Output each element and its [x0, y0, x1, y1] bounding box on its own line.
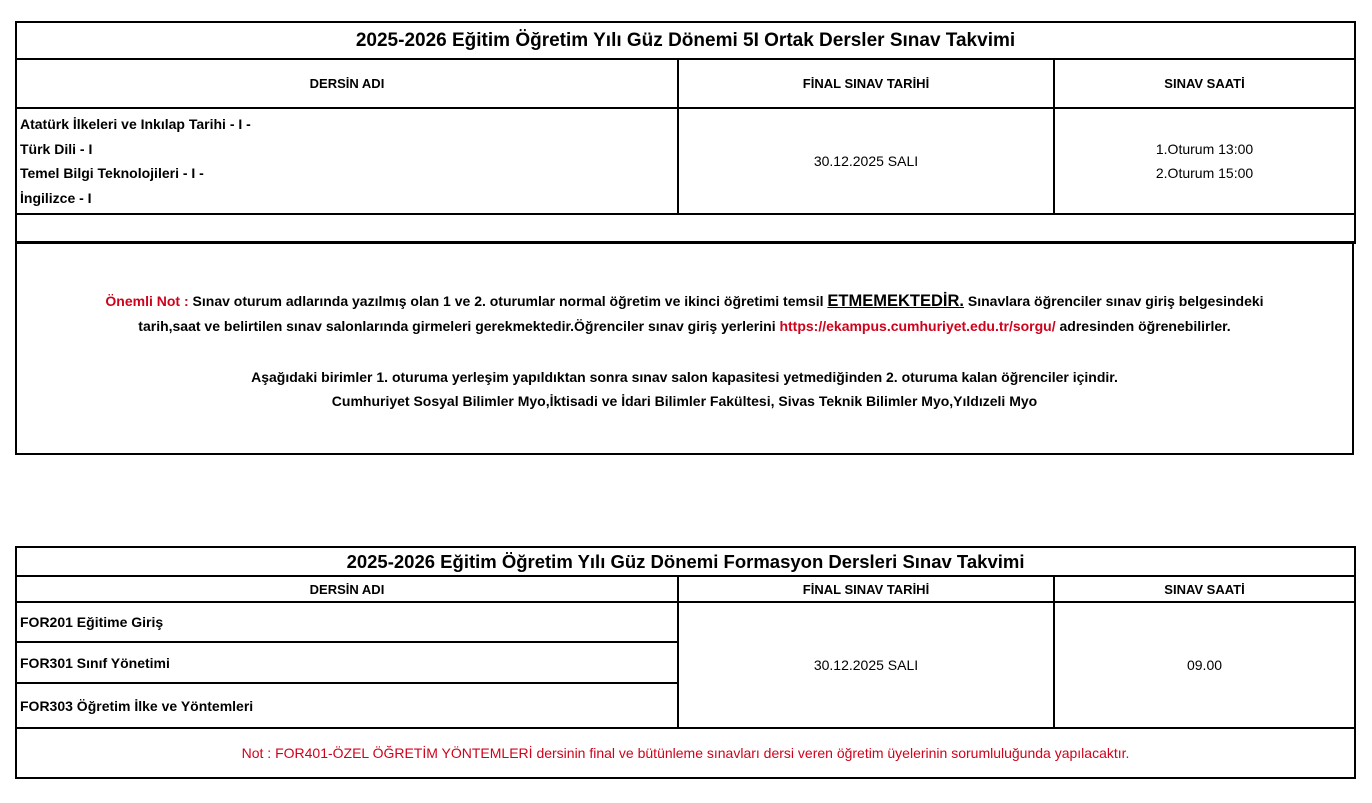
formasyon-note: Not : FOR401-ÖZEL ÖĞRETİM YÖNTEMLERİ dersinin final ve bütünleme sınavları dersi veren öğretim üyelerinin sorumluluğunda yapılacaktır. — [16, 728, 1355, 778]
course-item: FOR201 Eğitime Giriş — [16, 602, 678, 642]
header-exam-time: SINAV SAATİ — [1054, 59, 1355, 108]
ortak-dersler-table — [15, 21, 1356, 244]
session-info-line: Aşağıdaki birimler 1. oturuma yerleşim yapıldıktan sonra sınav salon kapasitesi yetmediğinden 2. oturuma kalan öğrenciler içindir. — [251, 369, 1118, 385]
formasyon-title: 2025-2026 Eğitim Öğretim Yılı Güz Dönemi Formasyon Dersleri Sınav Takvimi — [16, 547, 1355, 576]
course-item: Türk Dili - I — [20, 140, 93, 157]
note-text: adresinden öğrenebilirler. — [1055, 318, 1231, 334]
note-emphasis: ETMEMEKTEDİR. — [827, 292, 964, 310]
exam-date: 30.12.2025 SALI — [678, 108, 1054, 214]
spacer-row — [16, 214, 1355, 243]
header-final-date: FİNAL SINAV TARİHİ — [678, 59, 1054, 108]
session-info-paragraph — [17, 365, 1352, 413]
note-text: Sınav oturum adlarında yazılmış olan 1 ve 2. oturumlar normal öğretim ve ikinci öğretimi temsil — [188, 293, 828, 309]
course-list — [16, 108, 678, 214]
course-item: Atatürk İlkeleri ve Inkılap Tarihi - I - — [20, 116, 251, 132]
session-time: 2.Oturum 15:00 — [1155, 165, 1254, 181]
formasyon-table — [15, 546, 1356, 779]
header-final-date: FİNAL SINAV TARİHİ — [678, 576, 1054, 602]
header-course-name: DERSİN ADI — [16, 576, 678, 602]
header-course-name: DERSİN ADI — [16, 59, 678, 108]
important-note-label: Önemli Not : — [105, 293, 189, 309]
note-text: Sınavlara öğrenciler sınav giriş belgesindeki — [964, 293, 1264, 309]
ekampus-link[interactable]: https://ekampus.cumhuriyet.edu.tr/sorgu/ — [779, 318, 1056, 334]
course-item: FOR303 Öğretim İlke ve Yöntemleri — [16, 683, 678, 728]
course-item: FOR301 Sınıf Yönetimi — [16, 642, 678, 683]
ortak-dersler-table-container — [15, 21, 1354, 244]
important-note-box — [15, 241, 1354, 455]
important-note-paragraph — [17, 289, 1352, 339]
header-exam-time: SINAV SAATİ — [1054, 576, 1355, 602]
exam-time: 09.00 — [1054, 602, 1355, 728]
table-row — [16, 108, 1355, 214]
note-line-1 — [17, 289, 1352, 314]
session-time: 1.Oturum 13:00 — [1155, 141, 1254, 157]
note-line-2 — [17, 314, 1352, 339]
exam-times — [1054, 108, 1355, 214]
formasyon-table-container — [15, 546, 1354, 779]
exam-date: 30.12.2025 SALI — [678, 602, 1054, 728]
ortak-dersler-title: 2025-2026 Eğitim Öğretim Yılı Güz Dönemi 5I Ortak Dersler Sınav Takvimi — [16, 22, 1355, 59]
units-list-line: Cumhuriyet Sosyal Bilimler Myo,İktisadi ve İdari Bilimler Fakültesi, Sivas Teknik Bilimler Myo,Yıldızeli Myo — [331, 393, 1038, 409]
table-row — [16, 602, 1355, 642]
note-text: tarih,saat ve belirtilen sınav salonlarında girmeleri gerekmektedir.Öğrenciler sınav giriş yerlerini — [138, 318, 780, 334]
course-item: İngilizce - I — [20, 189, 92, 206]
course-item: Temel Bilgi Teknolojileri - I - — [20, 165, 204, 181]
